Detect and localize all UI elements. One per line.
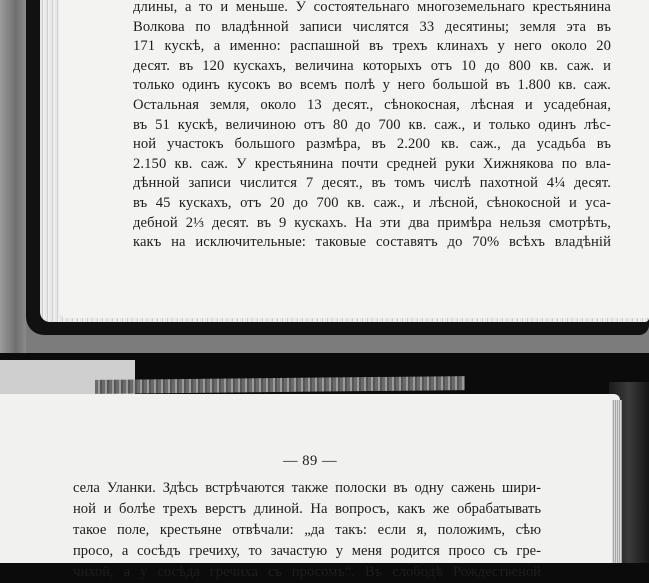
previous-page-text (133, 0, 611, 253)
text-line: 171 кускѣ, а именно: распашной въ трехъ клинахъ у него около 20 (133, 38, 611, 55)
text-line: ной и болѣе трехъ верстъ длиной. На вопросъ, какъ же обрабатывать (73, 501, 541, 517)
scan-divider (0, 353, 649, 360)
text-line: только одинъ кусокъ во всемъ полѣ у него большой въ 1.800 кв. саж. (133, 77, 611, 94)
text-line: 2.150 кв. саж. У крестьянина почти средней руки Хижнякова по вла- (133, 155, 611, 172)
text-line: въ 51 кускѣ, величиною отъ 80 до 700 кв. саж., и только одинъ лѣс- (133, 116, 611, 133)
text-line: дебной 2⅓ десят. въ 9 кускахъ. На эти два примѣра нельзя смотрѣть, (133, 214, 611, 231)
page-stack-edge (95, 376, 465, 394)
text-line: дѣнной записи числится 7 десят., въ томъ числѣ пахотной 4¼ десят. (133, 175, 611, 192)
text-line: Волкова по владѣнной записи числятся 33 десятины; земля эта въ (133, 18, 611, 35)
text-line: чихой, а у сосѣда гречиха съ просомъ“. Въ слободѣ Рождественой (73, 564, 541, 580)
page-edges (612, 400, 622, 563)
text-line: просо, а сосѣдъ гречиху, то зачастую у меня родится просо съ гре- (73, 543, 541, 559)
text-line: десят. въ 120 кускахъ, величина которыхъ отъ 10 до 800 кв. саж. и (133, 57, 611, 74)
text-line: въ 45 кускахъ, отъ 20 до 700 кв. саж., и лѣсной, сѣнокосной и уса- (133, 194, 611, 211)
text-line: какъ на исключительные: таковые составятъ до 70% всѣхъ владѣній (133, 234, 611, 251)
next-page-text (73, 478, 541, 583)
text-line: Остальная земля, около 13 десят., сѣнокосная, лѣсная и усадебная, (133, 96, 611, 113)
page-number: — 89 — (282, 453, 338, 469)
text-line: длины, а то и меньше. У состоятельнаго многоземельнаго крестьянина (133, 0, 611, 15)
text-line: такое поле, крестьяне отвѣчали: „да такъ: если я, положимъ, сѣю (73, 522, 541, 538)
text-line: ной участокъ большого размѣра, въ 2.200 кв. саж., да усадьба въ (133, 136, 611, 153)
text-line: села Уланки. Здѣсь встрѣчаются также полоски въ одну сажень шири- (73, 480, 541, 496)
table-surface (0, 0, 26, 353)
